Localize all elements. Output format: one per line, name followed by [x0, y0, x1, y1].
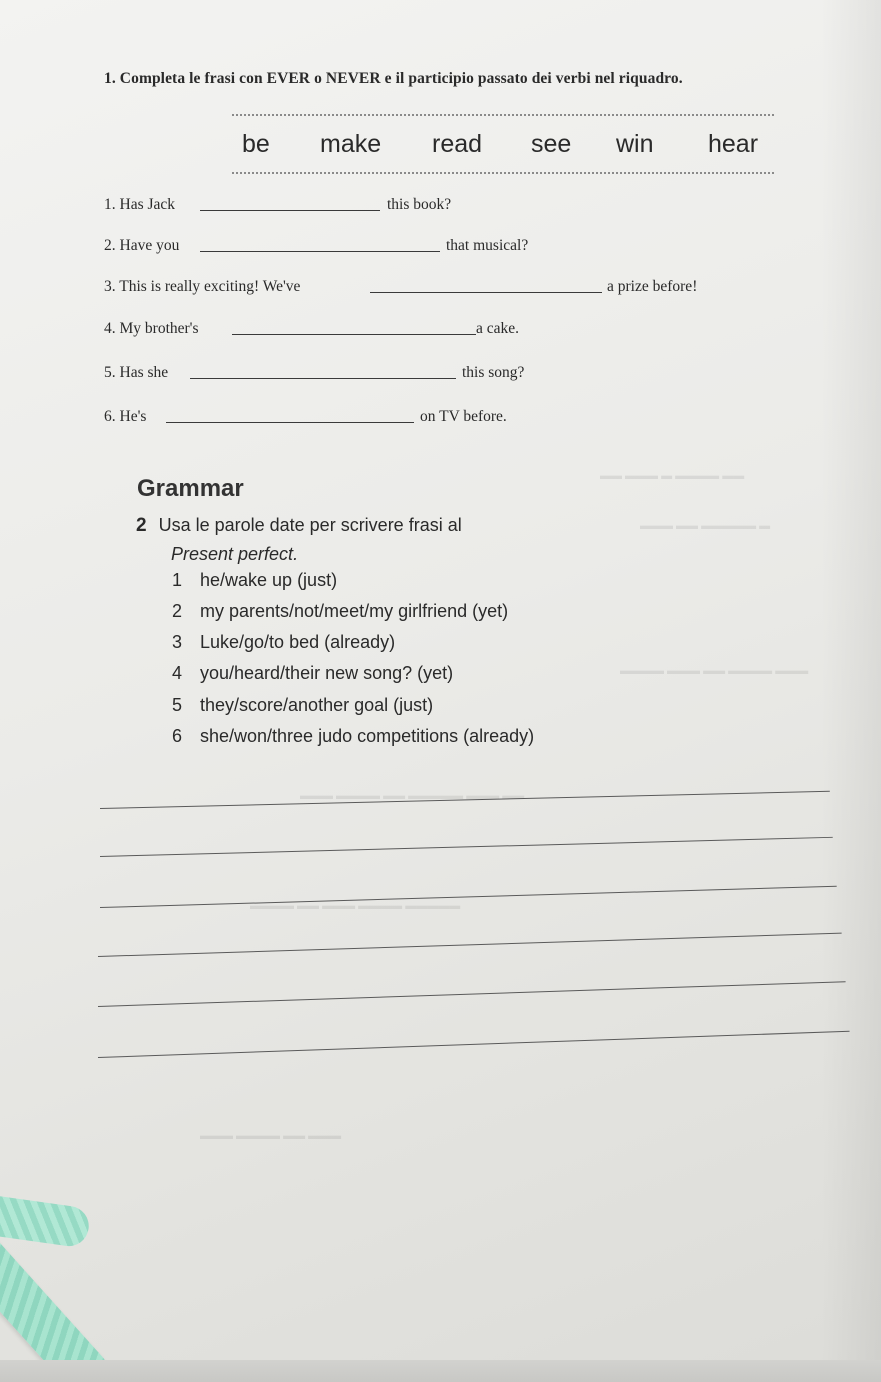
- sentence-5: [104, 364, 525, 386]
- page-shadow: [821, 0, 881, 1382]
- word-be: be: [242, 130, 270, 158]
- answer-blank-6[interactable]: [166, 408, 414, 423]
- sentence-3: [104, 278, 698, 300]
- instruction-tense: Present perfect.: [171, 544, 299, 564]
- exercise-title: 1. Completa le frasi con EVER o NEVER e il participio passato dei verbi nel riquadro.: [104, 70, 683, 87]
- grammar-item-number: 3: [172, 632, 183, 652]
- table-surface: [0, 1360, 881, 1382]
- sentence-1-end: this book?: [387, 196, 452, 213]
- sentence-5-start: 5. Has she: [104, 364, 169, 381]
- answer-blank-4[interactable]: [232, 320, 476, 335]
- grammar-item: [172, 632, 395, 653]
- sentence-4: [104, 320, 520, 342]
- word-make: make: [320, 130, 382, 158]
- show-through-text: ▬▬▬▬ ▬▬ ▬▬▬ ▬▬▬▬ ▬▬▬▬▬: [250, 900, 461, 912]
- sentence-4-start: 4. My brother's: [104, 320, 199, 337]
- instruction-text: Usa le parole date per scrivere frasi al: [158, 515, 462, 535]
- grammar-item-number: 4: [172, 663, 183, 683]
- grammar-item-text: Luke/go/to bed (already): [200, 632, 396, 652]
- show-through-text: ▬▬▬ ▬▬▬▬ ▬▬ ▬▬▬: [200, 1130, 342, 1142]
- sentence-2-start: 2. Have you: [104, 237, 180, 254]
- exercise-number: 2: [136, 515, 147, 536]
- sentence-1-start: 1. Has Jack: [104, 196, 176, 213]
- answer-blank-3[interactable]: [370, 278, 602, 293]
- show-through-text: ▬▬▬ ▬▬▬▬ ▬▬ ▬▬▬▬▬ ▬▬▬ ▬▬: [300, 790, 525, 802]
- sentence-6-end: on TV before.: [420, 408, 507, 425]
- grammar-instruction: [136, 511, 462, 568]
- grammar-item: [172, 726, 534, 747]
- grammar-item-number: 5: [172, 695, 183, 715]
- sentence-3-end: a prize before!: [607, 278, 698, 295]
- grammar-item: [172, 695, 433, 716]
- show-through-text: ▬▬▬▬ ▬▬▬ ▬▬ ▬▬▬▬ ▬▬▬: [620, 665, 809, 677]
- grammar-item-number: 2: [172, 601, 183, 621]
- word-hear: hear: [708, 130, 759, 158]
- grammar-item: [172, 570, 337, 591]
- sentence-5-end: this song?: [462, 364, 525, 381]
- word-box: [232, 114, 774, 174]
- grammar-item-text: they/score/another goal (just): [200, 695, 434, 715]
- grammar-item-text: you/heard/their new song? (yet): [200, 663, 454, 683]
- answer-line[interactable]: [100, 886, 837, 909]
- answer-line[interactable]: [98, 981, 846, 1007]
- grammar-item: [172, 663, 453, 684]
- grammar-item-text: she/won/three judo competitions (already): [200, 726, 535, 746]
- word-win: win: [616, 130, 654, 158]
- grammar-item-text: my parents/not/meet/my girlfriend (yet): [200, 601, 509, 621]
- answer-line[interactable]: [98, 1031, 850, 1059]
- answer-blank-2[interactable]: [200, 237, 440, 252]
- sentence-2-end: that musical?: [446, 237, 529, 254]
- answer-line[interactable]: [98, 933, 842, 958]
- sentence-2: [104, 237, 529, 259]
- answer-blank-5[interactable]: [190, 364, 456, 379]
- word-read: read: [432, 130, 483, 158]
- grammar-heading: Grammar: [137, 475, 244, 502]
- sentence-3-start: 3. This is really exciting! We've: [104, 278, 301, 295]
- grammar-item-text: he/wake up (just): [200, 570, 338, 590]
- grammar-item-number: 6: [172, 726, 183, 746]
- show-through-text: ▬▬ ▬▬▬ ▬ ▬▬▬▬ ▬▬: [600, 470, 745, 482]
- answer-blank-1[interactable]: [200, 196, 380, 211]
- sentence-6-start: 6. He's: [104, 408, 147, 425]
- green-cord: [0, 1188, 91, 1248]
- answer-line[interactable]: [100, 837, 833, 858]
- word-see: see: [531, 130, 572, 158]
- grammar-item-number: 1: [172, 570, 183, 590]
- sentence-4-end: a cake.: [476, 320, 520, 337]
- grammar-item: [172, 601, 508, 622]
- sentence-6: [104, 408, 507, 430]
- show-through-text: ▬▬▬ ▬▬ ▬▬▬▬▬ ▬: [640, 520, 771, 532]
- sentence-1: [104, 196, 452, 218]
